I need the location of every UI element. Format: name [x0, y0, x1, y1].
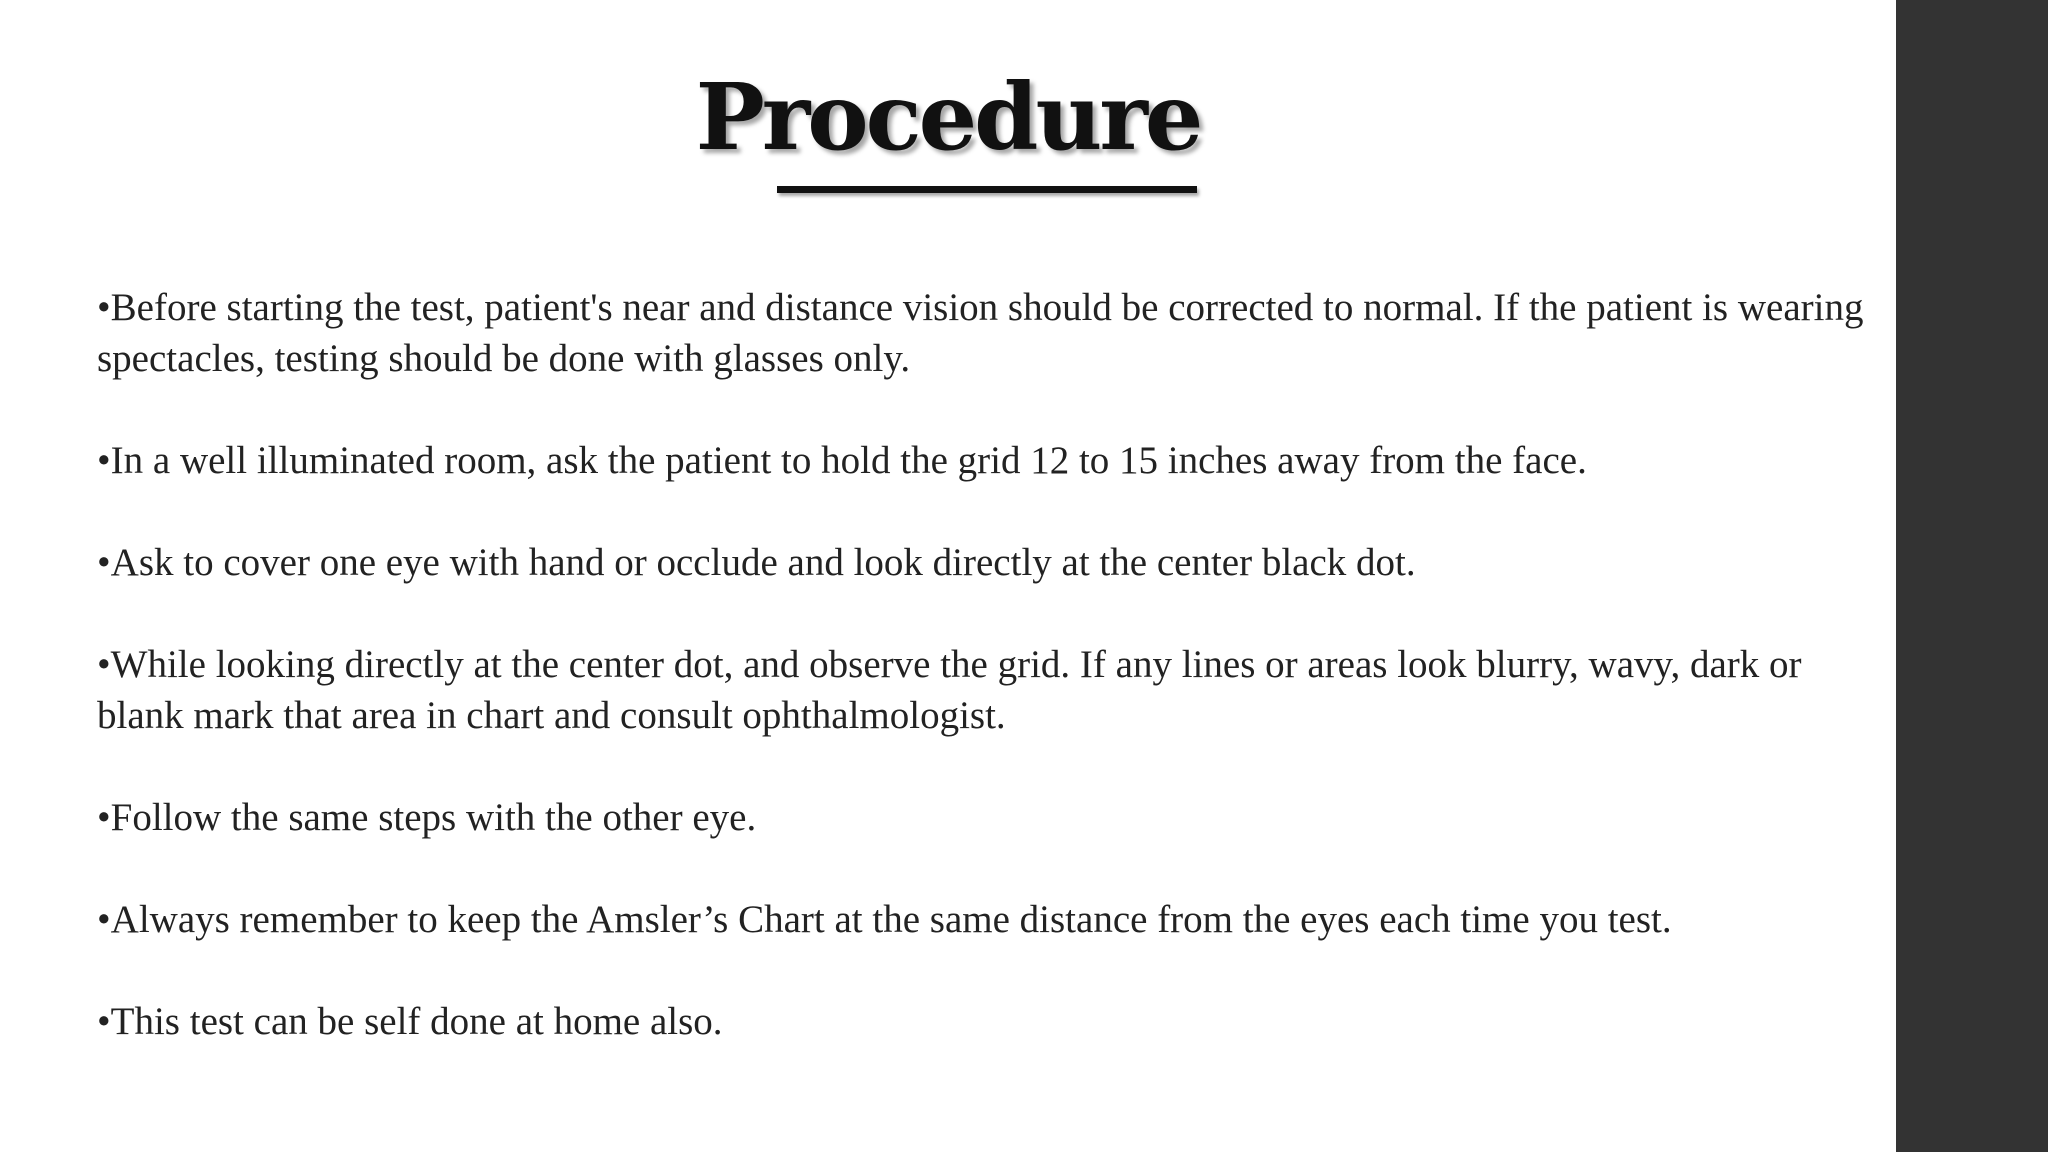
bullet-item: •Before starting the test, patient's near and distance vision should be corrected to normal. If the patient is wearing spectacles, testing should be done with glasses only. [97, 286, 1864, 380]
side-bar [1896, 0, 2048, 1152]
title-container [0, 62, 1896, 172]
bullet-item: •Always remember to keep the Amsler’s Chart at the same distance from the eyes each time you test. [97, 898, 1672, 941]
bullet-item: •While looking directly at the center dot, and observe the grid. If any lines or areas look blurry, wavy, dark or blank mark that area in chart and consult ophthalmologist. [97, 643, 1802, 737]
bullet-item: •Ask to cover one eye with hand or occlude and look directly at the center black dot. [97, 541, 1416, 584]
title-underline [777, 186, 1197, 193]
bullet-list [97, 282, 1887, 1098]
bullet-item: •This test can be self done at home also. [97, 1000, 723, 1043]
bullet-item: •In a well illuminated room, ask the patient to hold the grid 12 to 15 inches away from the face. [97, 439, 1587, 482]
slide-title: Procedure [695, 63, 1201, 171]
bullet-item: •Follow the same steps with the other eye. [97, 796, 757, 839]
